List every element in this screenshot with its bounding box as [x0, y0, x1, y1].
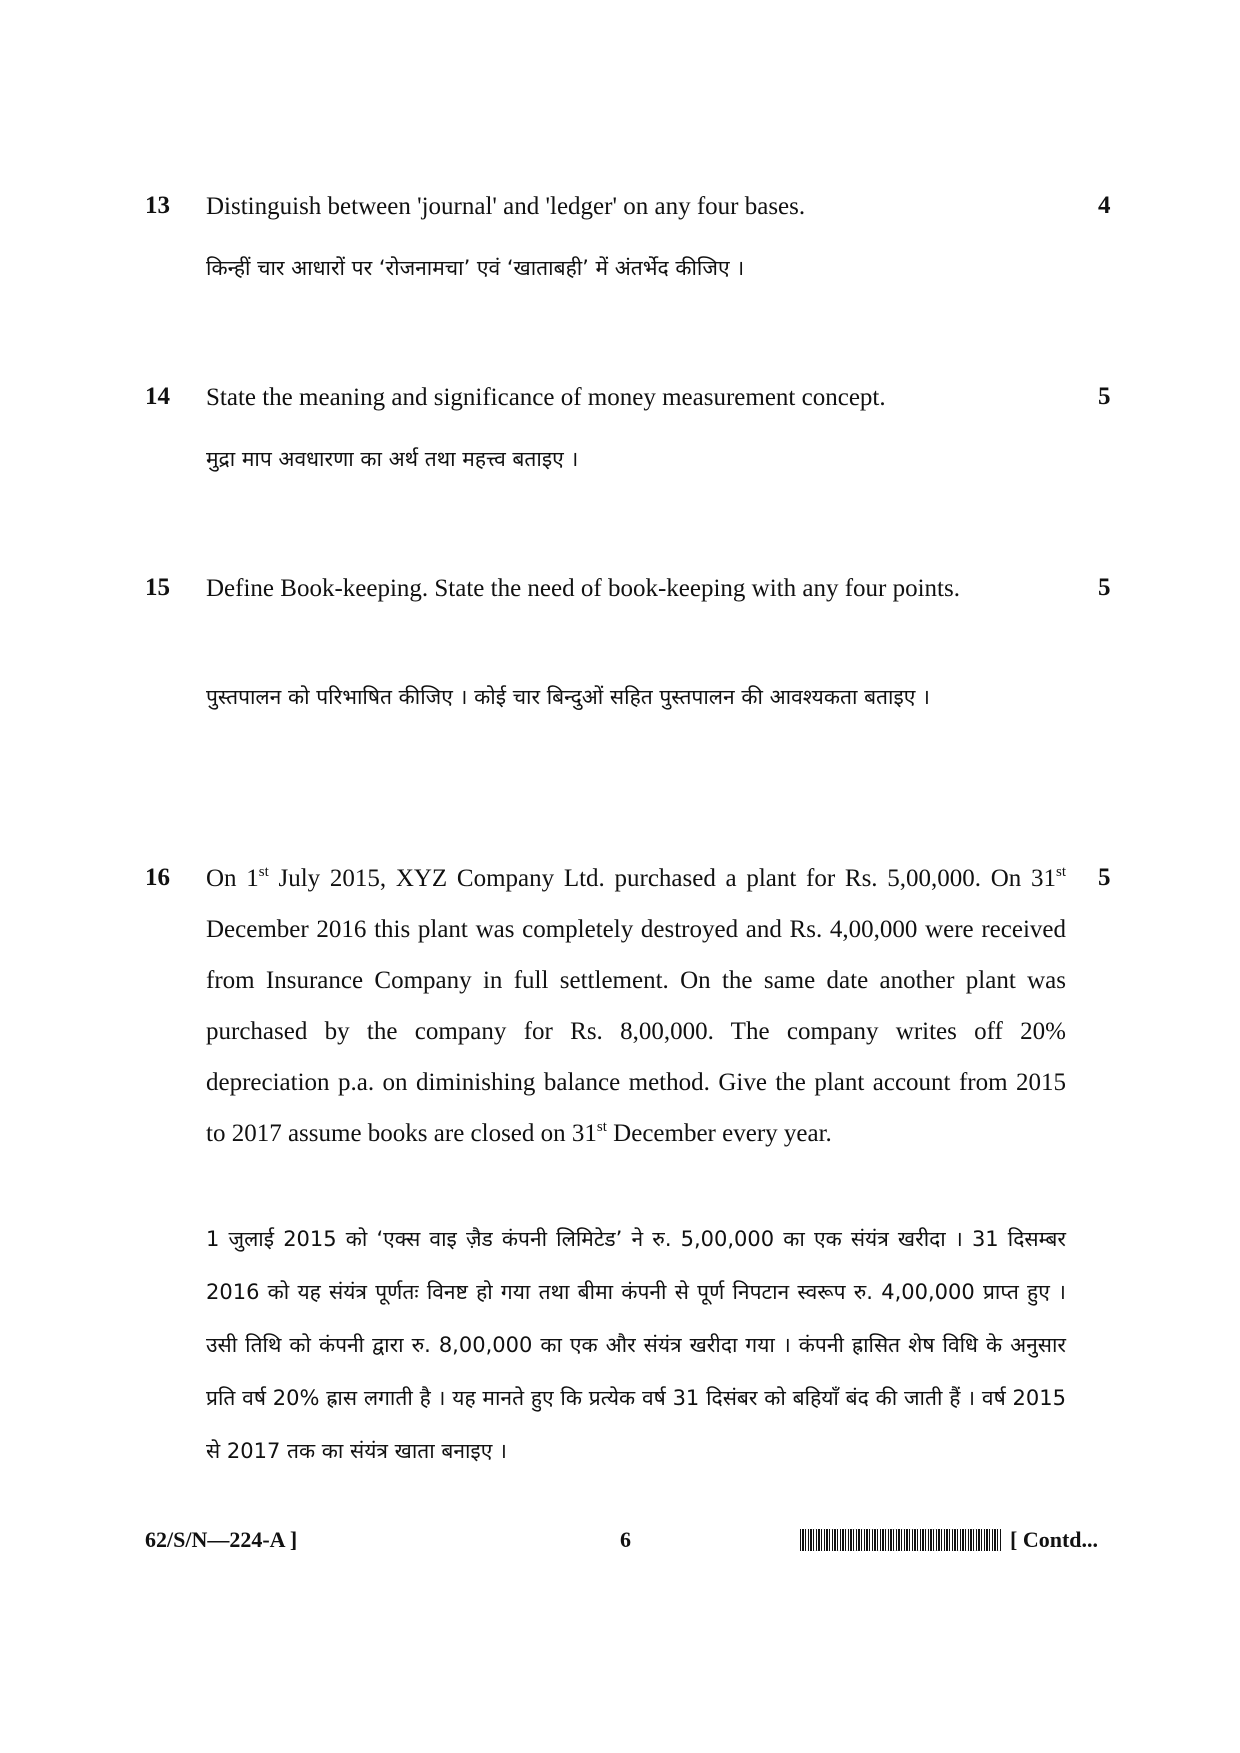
continued-label: [ Contd...	[1010, 1527, 1099, 1552]
text-part: On 1	[206, 865, 259, 892]
text-part: December 2016 this plant was completely destroyed and Rs. 4,00,000 were received from Insurance Company in full settlement. On the same date another plant was purchased by the company for Rs. 8,00,000. The company writes off 20% depreciation p.a. on diminishing balance method. Give the plant account from 2015 to 2017 assume books are closed on 31	[206, 916, 1066, 1147]
barcode-icon	[800, 1529, 1002, 1551]
page-footer	[0, 1527, 1240, 1567]
page-number: 6	[620, 1527, 631, 1552]
question-text-hindi: मुद्रा माप अवधारणा का अर्थ तथा महत्त्व बताइए ।	[206, 447, 579, 471]
question-number: 14	[145, 383, 170, 410]
question-text-english	[206, 853, 1066, 1159]
question-text-english: Distinguish between 'journal' and 'ledger' on any four bases.	[206, 193, 806, 220]
ordinal-suffix: st	[596, 1119, 607, 1135]
question-marks: 4	[1098, 192, 1111, 219]
question-text-hindi: 1 जुलाई 2015 को ‘एक्स वाइ ज़ैड कंपनी लिमिटेड’ ने रु. 5,00,000 का एक संयंत्र खरीदा । 31 दिसम्बर 2016 को यह संयंत्र पूर्णतः विनष्ट हो गया तथा बीमा कंपनी से पूर्ण निपटान स्वरूप रु. 4,00,000 प्राप्त हुए । उसी तिथि को कंपनी द्वारा रु. 8,00,000 का एक और संयंत्र खरीदा गया । कंपनी ह्रासित शेष विधि के अनुसार प्रति वर्ष 20% ह्रास लगाती है । यह मानते हुए कि प्रत्येक वर्ष 31 दिसंबर को बहियाँ बंद की जाती हैं । वर्ष 2015 से 2017 तक का संयंत्र खाता बनाइए ।	[206, 1227, 1066, 1463]
ordinal-suffix: st	[258, 864, 269, 880]
question-marks: 5	[1098, 383, 1111, 410]
question-text-hindi: पुस्तपालन को परिभाषित कीजिए । कोई चार बिन्दुओं सहित पुस्तपालन की आवश्यकता बताइए ।	[206, 685, 931, 709]
text-part: December every year.	[606, 1120, 832, 1147]
question-marks: 5	[1098, 864, 1111, 891]
question-number: 15	[145, 574, 170, 601]
question-text-hindi: किन्हीं चार आधारों पर ‘रोजनामचा’ एवं ‘खाताबही’ में अंतर्भेद कीजिए ।	[206, 256, 745, 280]
question-text-english: Define Book-keeping. State the need of book-keeping with any four points.	[206, 575, 960, 602]
text-part: July 2015, XYZ Company Ltd. purchased a plant for Rs. 5,00,000. On 31	[268, 865, 1056, 892]
question-number: 16	[145, 864, 170, 891]
question-marks: 5	[1098, 574, 1111, 601]
ordinal-suffix: st	[1055, 864, 1066, 880]
question-text-english: State the meaning and significance of money measurement concept.	[206, 384, 886, 411]
question-number: 13	[145, 192, 170, 219]
paper-code: 62/S/N—224-A ]	[145, 1527, 298, 1552]
